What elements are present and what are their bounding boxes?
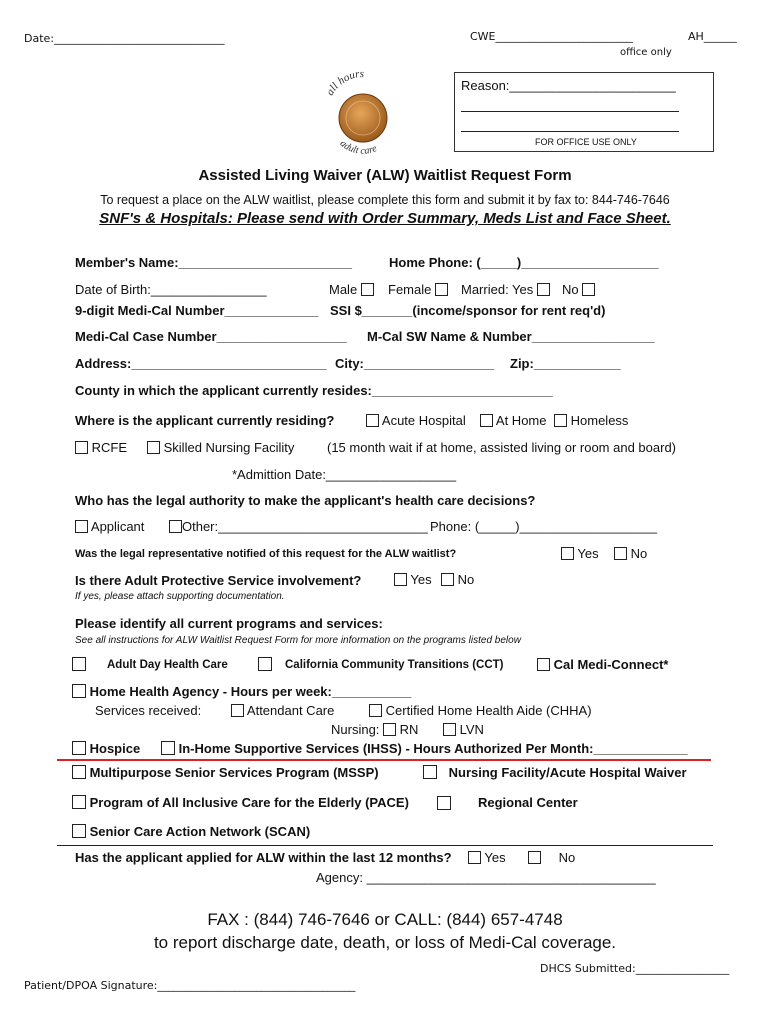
home-health-field[interactable]: Home Health Agency - Hours per week:___________ (89, 684, 412, 699)
all-hours-logo (318, 70, 408, 162)
lvn-checkbox[interactable] (443, 723, 456, 736)
male-checkbox[interactable] (361, 283, 374, 296)
applicant-checkbox[interactable] (75, 520, 88, 533)
aps-yes-label: Yes (410, 572, 432, 587)
instruction-text: To request a place on the ALW waitlist, please complete this form and submit it by fax to: 844-746-7646 (100, 193, 670, 207)
aps-note: If yes, please attach supporting documentation. (75, 591, 285, 602)
female-checkbox[interactable] (435, 283, 448, 296)
male-label: Male (329, 282, 358, 297)
chha-checkbox[interactable] (369, 704, 382, 717)
notified-no-checkbox[interactable] (614, 547, 627, 560)
dhcs-submitted-field[interactable]: DHCS Submitted:_________________ (540, 962, 730, 975)
report-line: to report discharge date, death, or loss of Medi-Cal coverage. (153, 933, 617, 952)
homeless-label: Homeless (570, 413, 629, 428)
rcfe-label: RCFE (91, 440, 128, 455)
agency-field[interactable]: Agency: ________________________________________ (316, 870, 656, 885)
admission-date-field[interactable]: *Admittion Date:__________________ (232, 467, 457, 482)
at-home-label: At Home (495, 413, 547, 428)
legal-phone-field[interactable]: Phone: (_____)___________________ (430, 519, 657, 534)
aps-no-label: No (457, 572, 475, 587)
ssi-field[interactable]: SSI $_______(income/sponsor for rent req'd) (330, 303, 606, 318)
medi-cal-number-field[interactable]: 9-digit Medi-Cal Number_____________ (75, 303, 319, 318)
acute-hospital-label: Acute Hospital (381, 413, 466, 428)
applicant-label: Applicant (90, 519, 145, 534)
nf-waiver-checkbox[interactable] (423, 765, 437, 779)
acute-hospital-checkbox[interactable] (366, 414, 379, 427)
home-health-checkbox[interactable] (72, 684, 86, 698)
office-use-label: FOR OFFICE USE ONLY (535, 137, 637, 147)
applied-yes-checkbox[interactable] (468, 851, 481, 864)
notified-yes-label: Yes (577, 546, 599, 561)
section-divider (57, 845, 713, 846)
address-field[interactable]: Address:___________________________ (75, 356, 327, 371)
mssp-checkbox[interactable] (72, 765, 86, 779)
nf-waiver-label: Nursing Facility/Acute Hospital Waiver (448, 765, 687, 780)
pace-checkbox[interactable] (72, 795, 86, 809)
married-no-checkbox[interactable] (582, 283, 595, 296)
services-received-label: Services received: (95, 703, 202, 718)
residing-question: Where is the applicant currently residing? (75, 413, 335, 428)
adult-day-checkbox[interactable] (72, 657, 86, 671)
regional-center-label: Regional Center (478, 795, 578, 810)
reason-line (461, 111, 679, 112)
cal-medi-connect-label: Cal Medi-Connect* (553, 657, 669, 672)
logo-top-text: all hours (324, 70, 365, 98)
programs-note: See all instructions for ALW Waitlist Request Form for more information on the programs listed below (75, 635, 521, 646)
nursing-label: Nursing: (331, 722, 380, 737)
notified-no-label: No (630, 546, 648, 561)
rn-checkbox[interactable] (383, 723, 396, 736)
mcal-sw-field[interactable]: M-Cal SW Name & Number_________________ (367, 329, 655, 344)
married-no-label: No (562, 282, 579, 297)
snf-checkbox[interactable] (147, 441, 160, 454)
other-checkbox[interactable] (169, 520, 182, 533)
snf-note: SNF's & Hospitals: Please send with Order Summary, Meds List and Face Sheet. (99, 210, 671, 227)
notified-yes-checkbox[interactable] (561, 547, 574, 560)
programs-heading: Please identify all current programs and services: (75, 616, 383, 631)
scan-checkbox[interactable] (72, 824, 86, 838)
snf-label: Skilled Nursing Facility (163, 440, 295, 455)
date-field[interactable]: Date:_______________________________ (24, 32, 225, 45)
logo-bottom-text: adult care (337, 138, 379, 157)
dob-field[interactable]: Date of Birth:________________ (75, 282, 267, 297)
aps-question: Is there Adult Protective Service involvement? (75, 573, 362, 588)
signature-field[interactable]: Patient/DPOA Signature:____________________________________ (24, 979, 356, 992)
legal-authority-question: Who has the legal authority to make the applicant's health care decisions? (75, 493, 536, 508)
ah-field[interactable]: AH______ (688, 30, 737, 43)
ihss-field[interactable]: In-Home Supportive Services (IHSS) - Hours Authorized Per Month:_____________ (178, 741, 688, 756)
pace-label: Program of All Inclusive Care for the Elderly (PACE) (89, 795, 409, 810)
wait-note: (15 month wait if at home, assisted living or room and board) (327, 440, 677, 455)
reason-field[interactable]: Reason:_______________________ (461, 78, 676, 93)
county-field[interactable]: County in which the applicant currently resides:_________________________ (75, 383, 553, 398)
scan-label: Senior Care Action Network (SCAN) (89, 824, 311, 839)
city-field[interactable]: City:__________________ (335, 356, 495, 371)
svg-text:all hours (324, 70, 364, 98)
fax-call-line: FAX : (844) 746-7646 or CALL: (844) 657-4748 (207, 910, 563, 929)
ihss-checkbox[interactable] (161, 741, 175, 755)
applied-no-checkbox[interactable] (528, 851, 541, 864)
rcfe-checkbox[interactable] (75, 441, 88, 454)
attendant-care-checkbox[interactable] (231, 704, 244, 717)
hospice-checkbox[interactable] (72, 741, 86, 755)
mssp-label: Multipurpose Senior Services Program (MSSP) (89, 765, 379, 780)
notified-question: Was the legal representative notified of this request for the ALW waitlist? (75, 548, 457, 560)
applied-no-label: No (558, 850, 576, 865)
home-phone-field[interactable]: Home Phone: (_____)___________________ (389, 255, 659, 270)
aps-no-checkbox[interactable] (441, 573, 454, 586)
cct-checkbox[interactable] (258, 657, 272, 671)
attendant-care-label: Attendant Care (246, 703, 335, 718)
chha-label: Certified Home Health Aide (CHHA) (385, 703, 592, 718)
cwe-field[interactable]: CWE_________________________ (470, 30, 634, 43)
applied-yes-label: Yes (484, 850, 506, 865)
case-number-field[interactable]: Medi-Cal Case Number__________________ (75, 329, 347, 344)
cal-medi-connect-checkbox[interactable] (537, 658, 550, 671)
office-only-label: office only (620, 47, 672, 58)
members-name-field[interactable]: Member's Name:________________________ (75, 255, 353, 270)
at-home-checkbox[interactable] (480, 414, 493, 427)
zip-field[interactable]: Zip:____________ (510, 356, 621, 371)
red-divider (57, 759, 711, 761)
married-yes-label: Married: Yes (461, 282, 534, 297)
rn-label: RN (399, 722, 419, 737)
homeless-checkbox[interactable] (554, 414, 567, 427)
cct-label: California Community Transitions (CCT) (285, 659, 504, 671)
lvn-label: LVN (459, 722, 484, 737)
hospice-label: Hospice (89, 741, 141, 756)
page-title: Assisted Living Waiver (ALW) Waitlist Request Form (198, 167, 572, 184)
applied-question: Has the applicant applied for ALW within the last 12 months? (75, 850, 452, 865)
office-use-box (454, 72, 714, 152)
married-yes-checkbox[interactable] (537, 283, 550, 296)
other-field[interactable]: Other:_____________________________ (182, 519, 428, 534)
female-label: Female (388, 282, 432, 297)
aps-yes-checkbox[interactable] (394, 573, 407, 586)
reason-line (461, 131, 679, 132)
adult-day-label: Adult Day Health Care (107, 659, 228, 671)
regional-center-checkbox[interactable] (437, 796, 451, 810)
